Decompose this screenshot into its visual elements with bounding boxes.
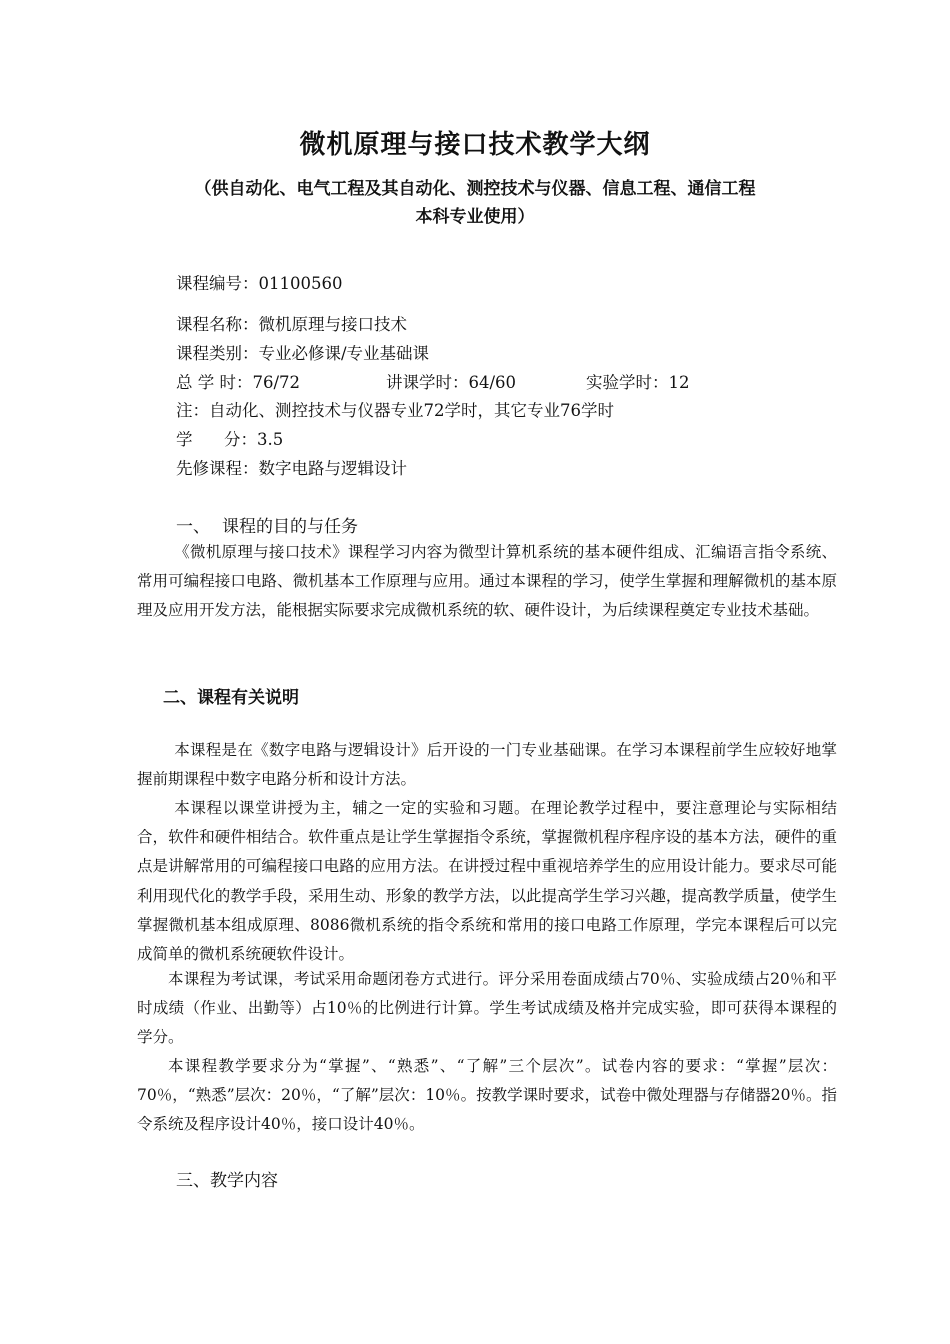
total-hours: 总 学 时：76/72 — [176, 373, 301, 392]
section2-heading: 二、课程有关说明 — [163, 688, 299, 708]
document-subtitle-line2: 本科专业使用） — [415, 207, 535, 227]
course-name: 课程名称：微机原理与接口技术 — [176, 315, 407, 334]
hours-line — [176, 369, 690, 393]
section1-heading — [176, 512, 358, 537]
course-type: 课程类别：专业必修课/专业基础课 — [176, 344, 430, 363]
lecture-hours: 讲课学时：64/60 — [386, 373, 517, 392]
section1-heading-text: 课程的目的与任务 — [222, 517, 358, 537]
section2-paragraph-1: 本课程是在《数字电路与逻辑设计》后开设的一门专业基础课。在学习本课程前学生应较好地掌握前期课程中数字电路分析和设计方法。 — [137, 741, 837, 789]
hours-note: 注：自动化、测控技术与仪器专业72学时，其它专业76学时 — [176, 401, 614, 420]
credits: 学 分：3.5 — [176, 430, 284, 449]
prerequisite: 先修课程：数字电路与逻辑设计 — [176, 459, 407, 478]
lab-hours: 实验学时：12 — [586, 373, 690, 392]
section2-paragraph-2: 本课程以课堂讲授为主，辅之一定的实验和习题。在理论教学过程中，要注意理论与实际相结合，软件和硬件相结合。软件重点是让学生掌握指令系统，掌握微机程序程序设的基本方法，硬件的重点是讲解常用的可编程接口电路的应用方法。在讲授过程中重视培养学生的应用设计能力。要求尽可能利用现代化的教学手段，采用生动、形象的教学方法，以此提高学生学习兴趣，提高教学质量，使学生掌握微机基本组成原理、8086微机系统的指令系统和常用的接口电路工作原理，学完本课程后可以完成简单的微机系统硬软件设计。 — [137, 799, 837, 964]
section1-paragraph: 《微机原理与接口技术》课程学习内容为微型计算机系统的基本硬件组成、汇编语言指令系统、常用可编程接口电路、微机基本工作原理与应用。通过本课程的学习，使学生掌握和理解微机的基本原理及应用开发方法，能根据实际要求完成微机系统的软、硬件设计，为后续课程奠定专业技术基础。 — [137, 543, 837, 620]
section3-heading: 三、教学内容 — [176, 1171, 278, 1191]
document-subtitle-line1: （供自动化、电气工程及其自动化、测控技术与仪器、信息工程、通信工程 — [194, 179, 756, 199]
course-code: 课程编号：01100560 — [176, 274, 343, 293]
section2-paragraph-3: 本课程为考试课，考试采用命题闭卷方式进行。评分采用卷面成绩占70％、实验成绩占20％和平时成绩（作业、出勤等）占10％的比例进行计算。学生考试成绩及格并完成实验，即可获得本课程的学分。 — [137, 970, 837, 1047]
document-title: 微机原理与接口技术教学大纲 — [299, 130, 651, 160]
section1-heading-number: 一、 — [176, 517, 210, 537]
section2-paragraph-4: 本课程教学要求分为“掌握”、“熟悉”、“了解”三个层次”。试卷内容的要求：“掌握”层次： 70％，“熟悉”层次：20％，“了解”层次：10％。按教学课时要求，试卷中微处理器与存储器20％。指令系统及程序设计40％，接口设计40％。 — [137, 1057, 837, 1134]
